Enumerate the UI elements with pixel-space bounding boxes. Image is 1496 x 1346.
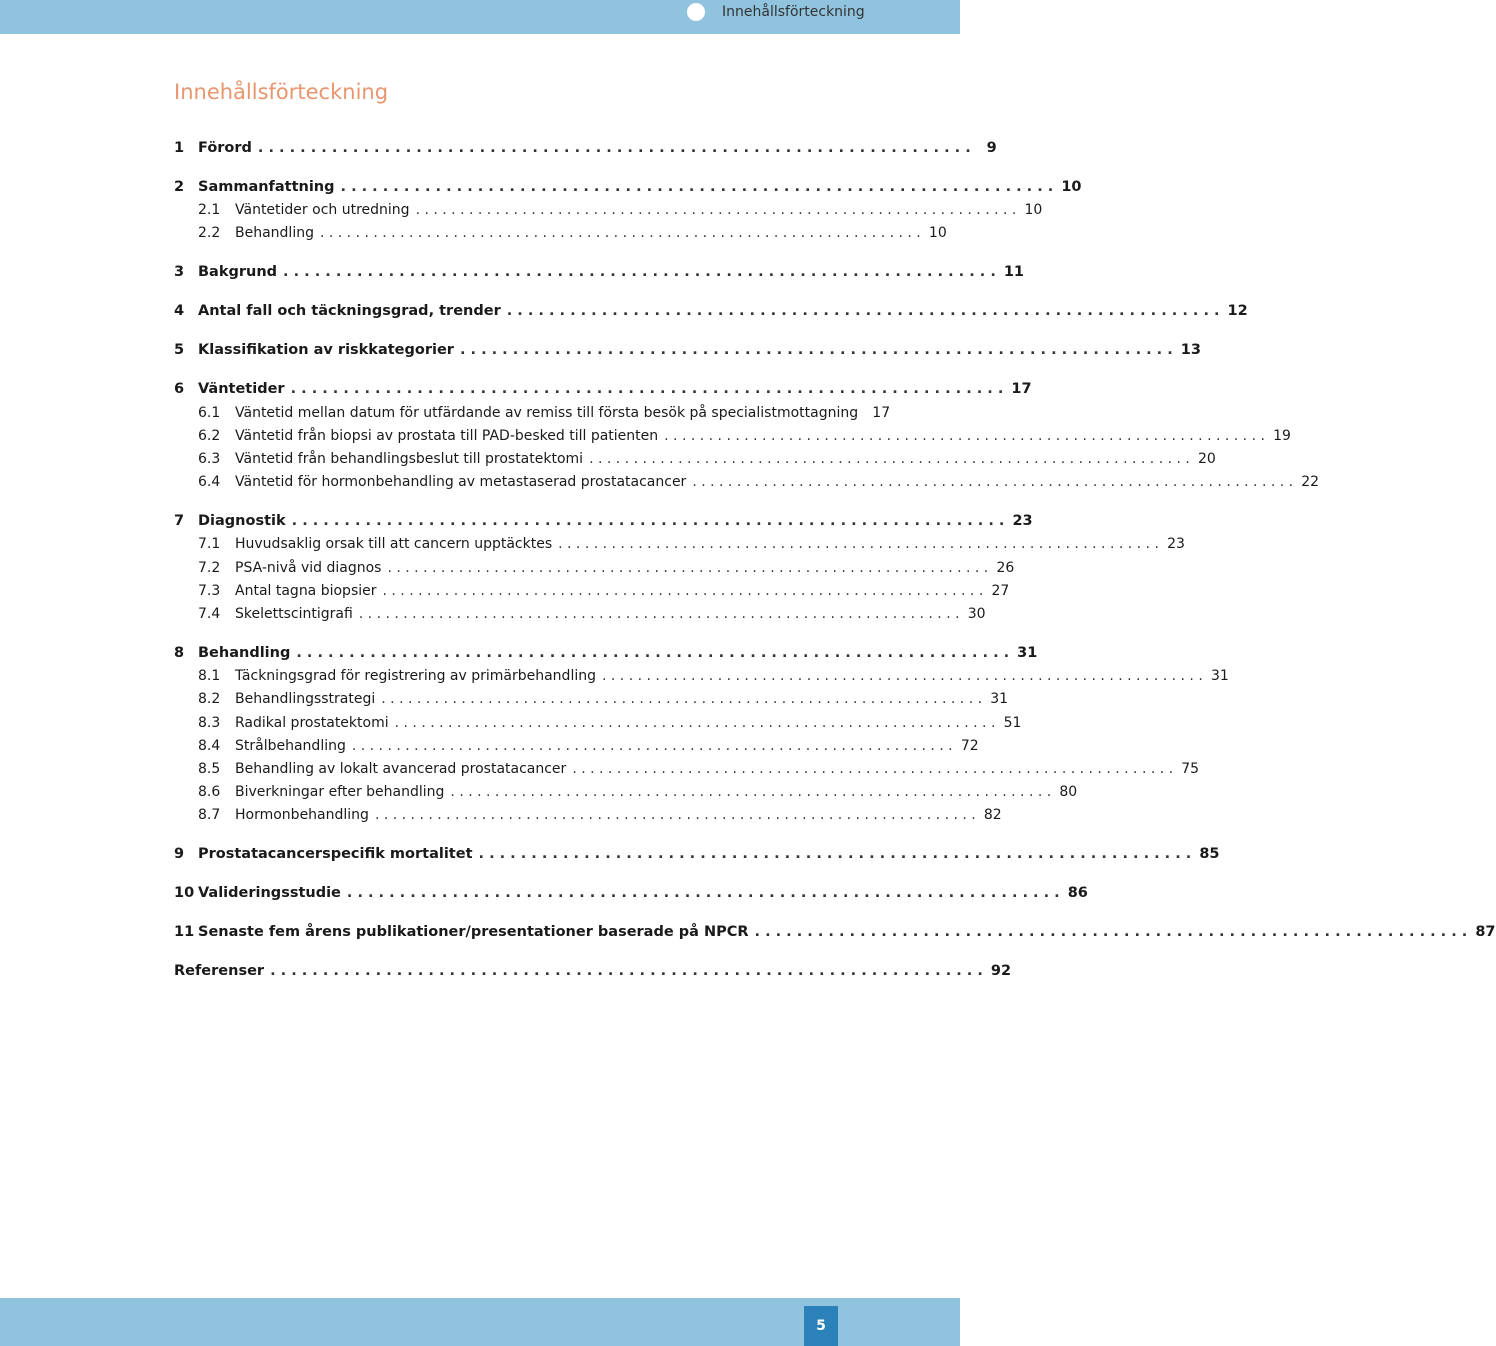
toc-entry-number: 8.2: [198, 691, 221, 708]
toc-entry-page: 23: [1012, 513, 1033, 530]
toc-entry-page: 9: [986, 140, 997, 156]
toc-entry-number: 10: [174, 885, 195, 902]
toc-entry-page: 30: [967, 606, 986, 622]
toc-entry-page: 87: [1475, 924, 1496, 941]
toc-entry-label: Biverkningar efter behandling: [235, 784, 445, 801]
toc-entry-number: 2.1: [198, 202, 221, 219]
toc-entry-number: 7.3: [198, 582, 221, 599]
toc-entry-number: 6.4: [198, 474, 221, 491]
toc-entry-page: 86: [1067, 885, 1088, 902]
toc-chapter-entry[interactable]: [174, 261, 1025, 284]
dot-leader: . . . . . . . . . . . . . . . . . . . . . . . . . . . . . . . . . . . . . . . . . . . . . . . . . . . . . . . . . . . . . . . . . . . .: [351, 737, 953, 754]
toc-entry-number: 2: [174, 179, 185, 195]
toc-title: Innehållsförteckning: [174, 80, 389, 104]
toc-chapter-entry[interactable]: [174, 137, 997, 160]
dot-leader: . . . . . . . . . . . . . . . . . . . . . . . . . . . . . . . . . . . . . . . . . . . . . . . . . . . . . . . . . . . . . . . . . . . .: [381, 691, 983, 708]
toc-entry-label: Antal fall och täckningsgrad, trender: [198, 303, 501, 320]
toc-entry-label: Prostatacancerspecifik mortalitet: [198, 846, 473, 863]
toc-entry-number: 2.2: [198, 225, 221, 242]
toc-entry-page: 31: [1210, 668, 1229, 685]
dot-leader: . . . . . . . . . . . . . . . . . . . . . . . . . . . . . . . . . . . . . . . . . . . . . . . . . . . . . . . . . . . . . . . . . . . .: [692, 474, 1294, 491]
toc-entry-number: 9: [174, 846, 185, 863]
toc-entry-page: 13: [1180, 342, 1201, 359]
toc-entry-label: Skelettscintigrafi: [235, 606, 353, 622]
dot-leader: . . . . . . . . . . . . . . . . . . . . . . . . . . . . . . . . . . . . . . . . . . . . . . . . . . . . . . . . . . . . . . . . . . . .: [374, 807, 976, 824]
toc-section-entry[interactable]: [174, 804, 1002, 827]
toc-section-entry[interactable]: [174, 448, 1216, 471]
toc-chapter-entry[interactable]: [174, 882, 1088, 905]
toc-entry-page: 23: [1167, 536, 1185, 553]
dot-leader: . . . . . . . . . . . . . . . . . . . . . . . . . . . . . . . . . . . . . . . . . . . . . . . . . . . . . . . . . . . . . . . . . . . .: [296, 645, 1010, 661]
toc-entry-label: Väntetid för hormonbehandling av metastaserad prostatacancer: [235, 474, 687, 491]
toc-entry-label: Behandling: [198, 645, 291, 661]
toc-entry-page: 26: [996, 559, 1015, 576]
toc-section-entry[interactable]: [174, 712, 1022, 735]
toc-entry-label: Valideringsstudie: [198, 885, 341, 902]
toc-entry-label: Senaste fem årens publikationer/presentationer baserade på NPCR: [198, 924, 749, 941]
toc-entry-page: 10: [1024, 202, 1043, 219]
dot-leader: . . . . . . . . . . . . . . . . . . . . . . . . . . . . . . . . . . . . . . . . . . . . . . . . . . . . . . . . . . . . . . . . . . . .: [382, 582, 984, 599]
toc-section-entry[interactable]: [174, 557, 1015, 580]
toc-entry-number: 6: [174, 381, 185, 398]
toc-chapter-entry[interactable]: [174, 339, 1201, 362]
toc-section-entry[interactable]: [174, 580, 1010, 603]
toc-entry-label: Diagnostik: [198, 513, 286, 530]
toc-entry-number: 6.2: [198, 427, 221, 444]
dot-leader: . . . . . . . . . . . . . . . . . . . . . . . . . . . . . . . . . . . . . . . . . . . . . . . . . . . . . . . . . . . . . . . . . . . .: [450, 784, 1052, 801]
toc-entry-label: Täckningsgrad för registrering av primärbehandling: [235, 668, 596, 685]
toc-entry-label: Väntetider: [198, 381, 285, 398]
running-title: Innehållsförteckning: [722, 4, 865, 20]
toc-entry-number: 1: [174, 140, 185, 156]
toc-section-entry[interactable]: [174, 222, 947, 245]
toc-section-entry[interactable]: [174, 425, 1291, 448]
toc-entry-label: Förord: [198, 140, 252, 156]
toc-entry-label: Väntetid från biopsi av prostata till PAD-besked till patienten: [235, 427, 659, 444]
dot-leader: . . . . . . . . . . . . . . . . . . . . . . . . . . . . . . . . . . . . . . . . . . . . . . . . . . . . . . . . . . . . . . . . . . . .: [589, 451, 1190, 467]
toc-entry-label: Bakgrund: [198, 264, 278, 281]
dot-leader: . . . . . . . . . . . . . . . . . . . . . . . . . . . . . . . . . . . . . . . . . . . . . . . . . . . . . . . . . . . . . . . . . . . .: [346, 885, 1060, 902]
dot-leader: . . . . . . . . . . . . . . . . . . . . . . . . . . . . . . . . . . . . . . . . . . . . . . . . . . . . . . . . . . . . . . . . . . . .: [572, 761, 1174, 777]
toc-entry-page: 10: [1061, 179, 1082, 195]
dot-leader: . . . . . . . . . . . . . . . . . . . . . . . . . . . . . . . . . . . . . . . . . . . . . . . . . . . . . . . . . . . . . . . . . . . .: [754, 924, 1468, 941]
toc-chapter-entry[interactable]: [174, 378, 1032, 401]
toc-chapter-entry[interactable]: [174, 300, 1248, 323]
toc-entry-label: Hormonbehandling: [235, 807, 369, 824]
toc-entry-number: 8.3: [198, 714, 221, 731]
dot-leader: . . . . . . . . . . . . . . . . . . . . . . . . . . . . . . . . . . . . . . . . . . . . . . . . . . . . . . . . . . . . . . . . . . . .: [506, 303, 1220, 320]
toc-entry-page: 17: [1011, 381, 1032, 398]
toc-entry-page: 75: [1181, 761, 1200, 777]
toc-entry-number: 8.6: [198, 784, 221, 801]
dot-leader: . . . . . . . . . . . . . . . . . . . . . . . . . . . . . . . . . . . . . . . . . . . . . . . . . . . . . . . . . . . . . . . . . . . .: [257, 140, 971, 156]
toc-entry-number: 8.5: [198, 761, 221, 777]
dot-leader: . . . . . . . . . . . . . . . . . . . . . . . . . . . . . . . . . . . . . . . . . . . . . . . . . . . . . . . . . . . . . . . . . . . .: [664, 427, 1265, 444]
toc-entry-number: 8.7: [198, 807, 221, 824]
dot-leader: . . . . . . . . . . . . . . . . . . . . . . . . . . . . . . . . . . . . . . . . . . . . . . . . . . . . . . . . . . . . . . . . . . . .: [478, 846, 1192, 863]
toc-chapter-entry[interactable]: [174, 510, 1033, 533]
dot-leader: . . . . . . . . . . . . . . . . . . . . . . . . . . . . . . . . . . . . . . . . . . . . . . . . . . . . . . . . . . . . . . . . . . . .: [558, 536, 1159, 553]
dot-leader: . . . . . . . . . . . . . . . . . . . . . . . . . . . . . . . . . . . . . . . . . . . . . . . . . . . . . . . . . . . . . . . . . . . .: [394, 714, 996, 731]
toc-chapter-entry[interactable]: [174, 921, 1496, 944]
toc-entry-page: 20: [1198, 451, 1216, 467]
toc-entry-number: 7.2: [198, 559, 221, 576]
toc-section-entry[interactable]: [174, 402, 891, 425]
dot-leader: . . . . . . . . . . . . . . . . . . . . . . . . . . . . . . . . . . . . . . . . . . . . . . . . . . . . . . . . . . . . . . . . . . . .: [387, 559, 989, 576]
toc-entry-page: 80: [1059, 784, 1078, 801]
dot-leader: . . . . . . . . . . . . . . . . . . . . . . . . . . . . . . . . . . . . . . . . . . . . . . . . . . . . . . . . . . . . . . . . . . . .: [602, 668, 1203, 685]
toc-entry-page: 31: [990, 691, 1009, 708]
toc-entry-page: 82: [983, 807, 1002, 824]
dot-leader: . . . . . . . . . . . . . . . . . . . . . . . . . . . . . . . . . . . . . . . . . . . . . . . . . . . . . . . . . . . . . . . . . . . .: [459, 342, 1173, 359]
toc-section-entry[interactable]: [174, 688, 1009, 711]
toc-entry-page: 12: [1227, 303, 1248, 320]
toc-entry-label: Huvudsaklig orsak till att cancern upptäcktes: [235, 536, 553, 553]
toc-entry-page: 22: [1301, 474, 1320, 491]
page-number: 5: [804, 1306, 838, 1346]
toc-entry-page: 27: [991, 582, 1010, 599]
toc-entry-number: 3: [174, 264, 185, 281]
toc-entry-number: 8.4: [198, 737, 221, 754]
toc-section-entry[interactable]: [174, 471, 1320, 494]
toc-entry-page: 31: [1017, 645, 1038, 661]
toc-section-entry[interactable]: [174, 533, 1185, 556]
toc-entry-number: 7.4: [198, 606, 221, 622]
toc-entry-label: Väntetider och utredning: [235, 202, 410, 219]
toc-entry-page: 10: [928, 225, 947, 242]
toc-entry-label: Klassifikation av riskkategorier: [198, 342, 454, 359]
toc-entry-label: PSA-nivå vid diagnos: [235, 559, 382, 576]
toc-chapter-entry[interactable]: [174, 176, 1082, 199]
toc-section-entry[interactable]: [174, 199, 1043, 222]
toc-entry-page: 85: [1199, 846, 1220, 863]
toc-entry-label: Behandling av lokalt avancerad prostatacancer: [235, 761, 567, 777]
dot-leader: . . . . . . . . . . . . . . . . . . . . . . . . . . . . . . . . . . . . . . . . . . . . . . . . . . . . . . . . . . . . . . . . . . . .: [340, 179, 1054, 195]
dot-leader: . . . . . . . . . . . . . . . . . . . . . . . . . . . . . . . . . . . . . . . . . . . . . . . . . . . . . . . . . . . . . . . . . . . .: [283, 264, 996, 281]
toc-entry-number: 7.1: [198, 536, 221, 553]
dot-leader: . . . . . . . . . . . . . . . . . . . . . . . . . . . . . . . . . . . . . . . . . . . . . . . . . . . . . . . . . . . . . . . . . . . .: [415, 202, 1017, 219]
toc-entry-label: Antal tagna biopsier: [235, 582, 377, 599]
toc-entry-page: 17: [872, 404, 891, 421]
dot-leader: . . . . . . . . . . . . . . . . . . . . . . . . . . . . . . . . . . . . . . . . . . . . . . . . . . . . . . . . . . . . . . . . . . . .: [319, 225, 921, 242]
toc-entry-page: 11: [1003, 264, 1025, 281]
toc-entry-label: Sammanfattning: [198, 179, 335, 195]
toc-section-entry[interactable]: [174, 603, 986, 626]
toc-entry-page: 51: [1003, 714, 1022, 731]
toc-chapter-entry[interactable]: [174, 642, 1038, 665]
toc-entry-label: Väntetid mellan datum för utfärdande av remiss till första besök på specialistmottagning: [235, 404, 859, 421]
toc-entry-label: Väntetid från behandlingsbeslut till prostatektomi: [235, 451, 584, 467]
toc-entry-label: Strålbehandling: [235, 737, 346, 754]
toc-section-entry[interactable]: [174, 781, 1078, 804]
toc-entry-page: 92: [990, 963, 1012, 980]
toc-entry-number: 11: [174, 924, 195, 941]
toc-entry-number: 7: [174, 513, 185, 530]
toc-entry-page: 72: [960, 737, 979, 754]
toc-entry-number: 8: [174, 645, 185, 661]
dot-leader: . . . . . . . . . . . . . . . . . . . . . . . . . . . . . . . . . . . . . . . . . . . . . . . . . . . . . . . . . . . . . . . . . . . .: [290, 381, 1004, 398]
header-circle-icon: [687, 3, 705, 21]
toc-chapter-entry[interactable]: [174, 960, 1012, 983]
dot-leader: . . . . . . . . . . . . . . . . . . . . . . . . . . . . . . . . . . . . . . . . . . . . . . . . . . . . . . . . . . . . . . . . . . . .: [270, 963, 983, 980]
toc-entry-number: 6.3: [198, 451, 221, 467]
toc-entry-number: 6.1: [198, 404, 221, 421]
toc-entry-number: 8.1: [198, 668, 221, 685]
toc-entry-label: Behandlingsstrategi: [235, 691, 376, 708]
toc-entry-page: 19: [1273, 427, 1291, 444]
toc-section-entry[interactable]: [174, 758, 1200, 781]
toc-entry-label: Radikal prostatektomi: [235, 714, 389, 731]
toc-section-entry[interactable]: [174, 735, 979, 758]
dot-leader: . . . . . . . . . . . . . . . . . . . . . . . . . . . . . . . . . . . . . . . . . . . . . . . . . . . . . . . . . . . . . . . . . . . .: [291, 513, 1005, 530]
toc-chapter-entry[interactable]: [174, 843, 1220, 866]
toc-entry-number: 4: [174, 303, 185, 320]
header-bar: [0, 0, 960, 34]
toc-entry-label: Behandling: [235, 225, 314, 242]
toc-section-entry[interactable]: [174, 665, 1229, 688]
dot-leader: . . . . . . . . . . . . . . . . . . . . . . . . . . . . . . . . . . . . . . . . . . . . . . . . . . . . . . . . . . . . . . . . . . . .: [358, 606, 960, 622]
toc-entry-label: Referenser: [174, 963, 265, 980]
toc-entry-number: 5: [174, 342, 185, 359]
